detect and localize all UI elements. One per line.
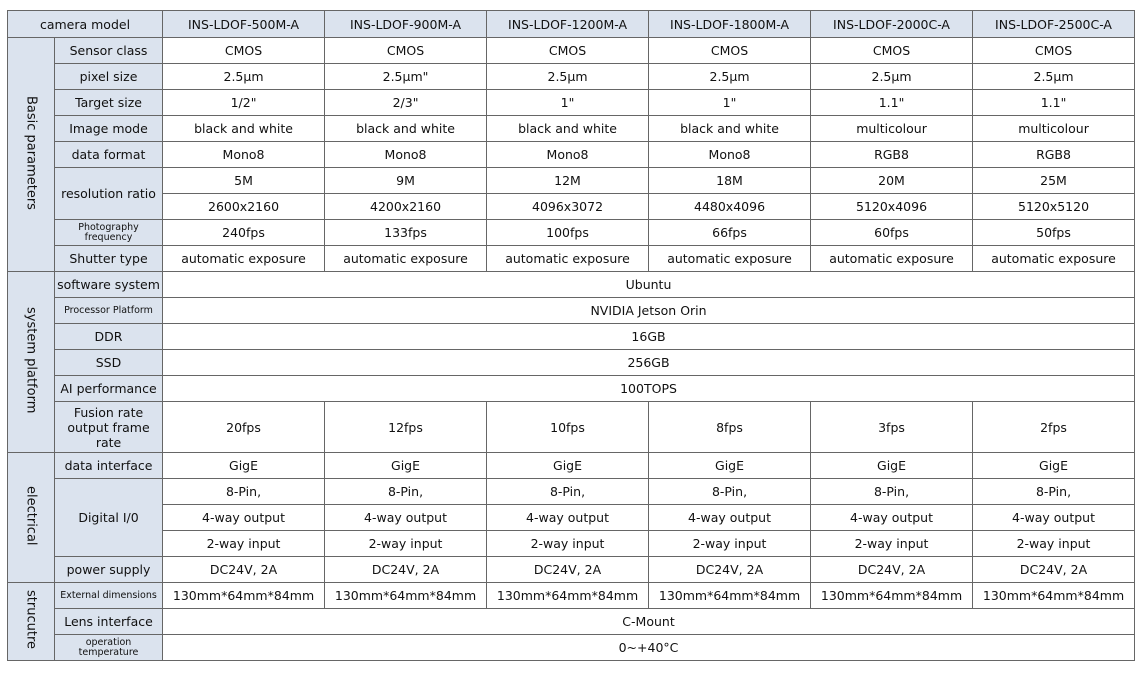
row-fusion-rate [8, 402, 1135, 453]
param-label: resolution ratio [55, 168, 163, 220]
cell-value: black and white [487, 116, 649, 142]
cell-value: GigE [487, 453, 649, 479]
param-label: Image mode [55, 116, 163, 142]
cell-value: automatic exposure [163, 246, 325, 272]
cell-value: CMOS [487, 38, 649, 64]
cell-value: RGB8 [811, 142, 973, 168]
cell-value: 130mm*64mm*84mm [973, 583, 1135, 609]
cell-value: 5120x5120 [973, 194, 1135, 220]
row-target-size [8, 90, 1135, 116]
row-digital-io-input [8, 531, 1135, 557]
cell-value: 8-Pin, [163, 479, 325, 505]
header-label: camera model [8, 11, 163, 38]
model-header: INS-LDOF-500M-A [163, 11, 325, 38]
cell-value: 8-Pin, [973, 479, 1135, 505]
cell-value: DC24V, 2A [973, 557, 1135, 583]
cell-value: multicolour [973, 116, 1135, 142]
cell-value: CMOS [973, 38, 1135, 64]
cell-value: 4480x4096 [649, 194, 811, 220]
cell-value: 16GB [163, 324, 1135, 350]
cell-value: automatic exposure [811, 246, 973, 272]
cell-value: C-Mount [163, 609, 1135, 635]
cell-value: 1" [649, 90, 811, 116]
model-header: INS-LDOF-900M-A [325, 11, 487, 38]
param-label: DDR [55, 324, 163, 350]
cell-value: 2-way input [163, 531, 325, 557]
cell-value: 100TOPS [163, 376, 1135, 402]
param-label: AI performance [55, 376, 163, 402]
param-label: Fusion rate output frame rate [55, 402, 163, 453]
cell-value: 8-Pin, [325, 479, 487, 505]
cell-value: 66fps [649, 220, 811, 246]
param-label: Digital I/0 [55, 479, 163, 557]
cell-value: 256GB [163, 350, 1135, 376]
cell-value: 1/2" [163, 90, 325, 116]
cell-value: 8-Pin, [487, 479, 649, 505]
cell-value: GigE [811, 453, 973, 479]
section-electrical [8, 453, 55, 583]
cell-value: 2.5μm [973, 64, 1135, 90]
param-label: SSD [55, 350, 163, 376]
cell-value: black and white [649, 116, 811, 142]
cell-value: 4-way output [649, 505, 811, 531]
cell-value: 1" [487, 90, 649, 116]
cell-value: 20fps [163, 402, 325, 453]
param-label: Sensor class [55, 38, 163, 64]
row-digital-io-pin [8, 479, 1135, 505]
row-ai-performance [8, 376, 1135, 402]
cell-value: multicolour [811, 116, 973, 142]
cell-value: 4-way output [163, 505, 325, 531]
cell-value: automatic exposure [487, 246, 649, 272]
cell-value: 130mm*64mm*84mm [163, 583, 325, 609]
cell-value: 2600x2160 [163, 194, 325, 220]
cell-value: 1.1" [973, 90, 1135, 116]
cell-value: 25M [973, 168, 1135, 194]
cell-value: Mono8 [325, 142, 487, 168]
cell-value: CMOS [811, 38, 973, 64]
cell-value: Ubuntu [163, 272, 1135, 298]
cell-value: 4-way output [325, 505, 487, 531]
param-label: software system [55, 272, 163, 298]
row-software-system [8, 272, 1135, 298]
cell-value: RGB8 [973, 142, 1135, 168]
cell-value: 5120x4096 [811, 194, 973, 220]
cell-value: 10fps [487, 402, 649, 453]
section-title: strucutre [23, 590, 39, 649]
row-image-mode [8, 116, 1135, 142]
row-operation-temperature [8, 635, 1135, 661]
model-header: INS-LDOF-2000C-A [811, 11, 973, 38]
cell-value: CMOS [649, 38, 811, 64]
cell-value: 4096x3072 [487, 194, 649, 220]
cell-value: black and white [163, 116, 325, 142]
param-label: operation temperature [55, 635, 163, 661]
section-title: Basic parameters [23, 95, 39, 210]
cell-value: 130mm*64mm*84mm [649, 583, 811, 609]
row-resolution-px [8, 194, 1135, 220]
spec-table [7, 10, 1135, 661]
cell-value: 8fps [649, 402, 811, 453]
cell-value: DC24V, 2A [325, 557, 487, 583]
cell-value: 12fps [325, 402, 487, 453]
cell-value: 130mm*64mm*84mm [325, 583, 487, 609]
cell-value: DC24V, 2A [163, 557, 325, 583]
cell-value: 2-way input [649, 531, 811, 557]
cell-value: Mono8 [649, 142, 811, 168]
cell-value: 4-way output [973, 505, 1135, 531]
cell-value: 2.5μm [487, 64, 649, 90]
cell-value: automatic exposure [325, 246, 487, 272]
param-label: Photography frequency [55, 220, 163, 246]
cell-value: 2-way input [811, 531, 973, 557]
row-lens-interface [8, 609, 1135, 635]
cell-value: 2.5μm [811, 64, 973, 90]
row-ddr [8, 324, 1135, 350]
row-pixel-size [8, 64, 1135, 90]
model-header: INS-LDOF-1800M-A [649, 11, 811, 38]
cell-value: 3fps [811, 402, 973, 453]
cell-value: 2fps [973, 402, 1135, 453]
cell-value: DC24V, 2A [649, 557, 811, 583]
param-label: Processor Platform [55, 298, 163, 324]
param-label: data interface [55, 453, 163, 479]
cell-value: DC24V, 2A [487, 557, 649, 583]
row-data-interface [8, 453, 1135, 479]
cell-value: 2.5μm" [325, 64, 487, 90]
cell-value: 12M [487, 168, 649, 194]
cell-value: 5M [163, 168, 325, 194]
row-resolution-mp [8, 168, 1135, 194]
cell-value: 0~+40°C [163, 635, 1135, 661]
section-basic-parameters [8, 38, 55, 272]
cell-value: 130mm*64mm*84mm [487, 583, 649, 609]
row-digital-io-output [8, 505, 1135, 531]
cell-value: 60fps [811, 220, 973, 246]
param-label: data format [55, 142, 163, 168]
cell-value: 2-way input [973, 531, 1135, 557]
param-label: Target size [55, 90, 163, 116]
model-header: INS-LDOF-2500C-A [973, 11, 1135, 38]
row-data-format [8, 142, 1135, 168]
model-header: INS-LDOF-1200M-A [487, 11, 649, 38]
param-label: power supply [55, 557, 163, 583]
cell-value: 133fps [325, 220, 487, 246]
cell-value: DC24V, 2A [811, 557, 973, 583]
cell-value: 20M [811, 168, 973, 194]
section-structure [8, 583, 55, 661]
cell-value: 4-way output [811, 505, 973, 531]
cell-value: black and white [325, 116, 487, 142]
cell-value: CMOS [325, 38, 487, 64]
cell-value: automatic exposure [649, 246, 811, 272]
cell-value: 130mm*64mm*84mm [811, 583, 973, 609]
cell-value: GigE [973, 453, 1135, 479]
cell-value: automatic exposure [973, 246, 1135, 272]
param-label: Shutter type [55, 246, 163, 272]
row-photography-frequency [8, 220, 1135, 246]
cell-value: CMOS [163, 38, 325, 64]
cell-value: GigE [649, 453, 811, 479]
cell-value: 240fps [163, 220, 325, 246]
cell-value: 8-Pin, [811, 479, 973, 505]
cell-value: GigE [325, 453, 487, 479]
cell-value: 2-way input [487, 531, 649, 557]
section-title: system platform [23, 306, 39, 414]
param-label: Lens interface [55, 609, 163, 635]
row-power-supply [8, 557, 1135, 583]
row-processor-platform [8, 298, 1135, 324]
cell-value: 2/3" [325, 90, 487, 116]
section-system-platform [8, 272, 55, 453]
cell-value: 1.1" [811, 90, 973, 116]
cell-value: 8-Pin, [649, 479, 811, 505]
row-ssd [8, 350, 1135, 376]
cell-value: GigE [163, 453, 325, 479]
cell-value: 50fps [973, 220, 1135, 246]
row-external-dimensions [8, 583, 1135, 609]
cell-value: 100fps [487, 220, 649, 246]
cell-value: 9M [325, 168, 487, 194]
cell-value: 18M [649, 168, 811, 194]
param-label: pixel size [55, 64, 163, 90]
cell-value: 2-way input [325, 531, 487, 557]
cell-value: NVIDIA Jetson Orin [163, 298, 1135, 324]
cell-value: 4-way output [487, 505, 649, 531]
cell-value: 2.5μm [163, 64, 325, 90]
row-shutter-type [8, 246, 1135, 272]
param-label: External dimensions [55, 583, 163, 609]
row-sensor-class [8, 38, 1135, 64]
cell-value: Mono8 [487, 142, 649, 168]
cell-value: 2.5μm [649, 64, 811, 90]
section-title: electrical [23, 485, 39, 546]
header-row [8, 11, 1135, 38]
cell-value: Mono8 [163, 142, 325, 168]
cell-value: 4200x2160 [325, 194, 487, 220]
